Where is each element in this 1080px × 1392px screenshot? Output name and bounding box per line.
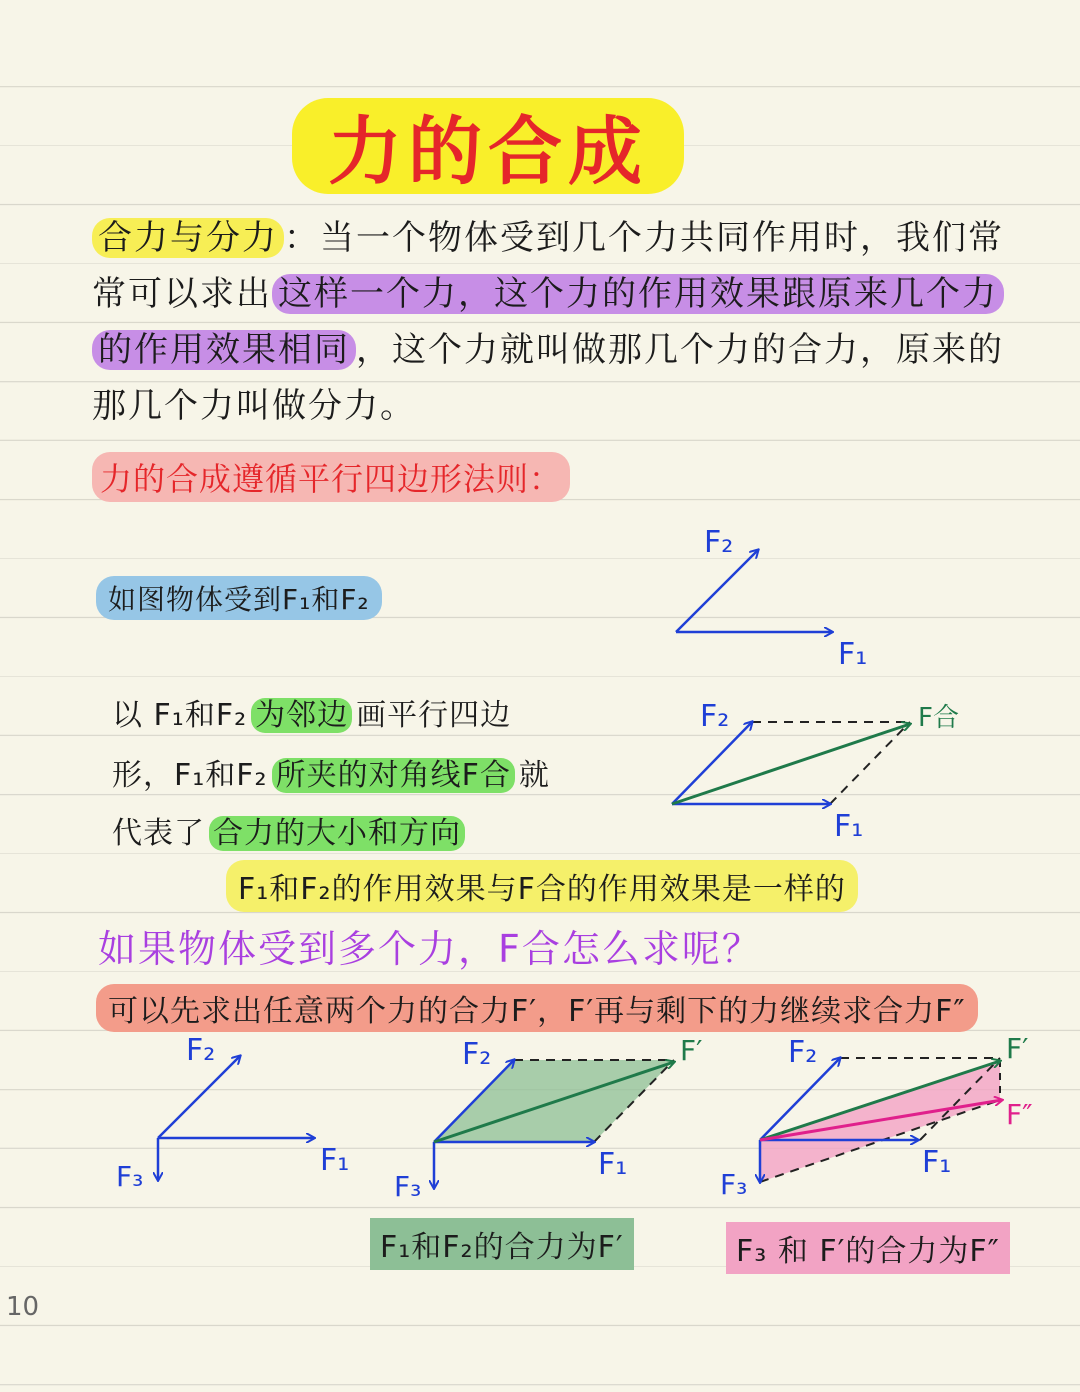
desc2-highlight: 所夹的对角线F合 <box>272 758 515 793</box>
diagram-three-forces <box>116 1033 349 1193</box>
f2-label: F₂ <box>704 525 734 560</box>
definition-line4: 那几个力叫做分力。 <box>92 386 416 426</box>
diagram-first-resultant <box>394 1034 702 1203</box>
definition-line3-highlight: 的作用效果相同 <box>92 330 356 370</box>
desc2-a: 形，F₁和F₂ <box>112 758 268 793</box>
f3-label: F₃ <box>394 1170 422 1203</box>
f1-label: F₁ <box>834 809 864 844</box>
desc3-a: 代表了 <box>112 816 205 851</box>
page-number: 10 <box>6 1292 40 1322</box>
definition-line2-plain: 常可以求出 <box>92 274 272 314</box>
method-statement: 可以先求出任意两个力的合力F′，F′再与剩下的力继续求合力F″ <box>96 984 978 1032</box>
rule-statement: 力的合成遵循平行四边形法则： <box>92 452 570 502</box>
definition-line3-rest: ，这个力就叫做那几个力的合力，原来的 <box>356 330 1004 370</box>
resultant-arrow <box>672 724 910 804</box>
f2-arrow <box>158 1056 240 1138</box>
f2-label: F₂ <box>788 1035 818 1070</box>
diagram-two-forces <box>676 525 867 672</box>
fhe-label: F合 <box>918 703 959 733</box>
fdouble-label: F″ <box>1006 1098 1033 1131</box>
desc1-a: 以 F₁和F₂ <box>112 698 248 733</box>
f3-label: F₃ <box>720 1168 748 1201</box>
equivalence-statement: F₁和F₂的作用效果与F合的作用效果是一样的 <box>226 860 858 912</box>
f2-label: F₂ <box>700 699 730 734</box>
diagram-final-resultant <box>720 1032 1033 1201</box>
desc3-highlight: 合力的大小和方向 <box>209 816 465 851</box>
f3-label: F₃ <box>116 1160 144 1193</box>
question-heading: 如果物体受到多个力，F合怎么求呢？ <box>98 927 762 971</box>
definition-line2-highlight: 这样一个力，这个力的作用效果跟原来几个力 <box>272 274 1004 314</box>
definition-line1: ：当一个物体受到几个力共同作用时，我们常 <box>284 218 1004 258</box>
desc1-highlight: 为邻边 <box>251 698 352 733</box>
dashed-side <box>830 722 910 804</box>
f1-label: F₁ <box>838 637 868 672</box>
caption-final-resultant: F₃ 和 F′的合力为F″ <box>726 1222 1010 1274</box>
page-title: 力的合成 <box>292 98 684 194</box>
desc2-b: 就 <box>518 758 550 793</box>
fprime-label: F′ <box>1006 1032 1029 1065</box>
example-label: 如图物体受到F₁和F₂ <box>96 576 382 620</box>
f2-arrow <box>676 550 758 632</box>
diagram-parallelogram <box>672 699 959 844</box>
f2-label: F₂ <box>462 1037 492 1072</box>
f1-label: F₁ <box>320 1143 350 1178</box>
desc1-b: 画平行四边 <box>356 698 512 733</box>
f1-label: F₁ <box>598 1147 628 1182</box>
caption-first-resultant: F₁和F₂的合力为F′ <box>370 1218 634 1270</box>
term-highlight: 合力与分力 <box>92 218 284 258</box>
f2-label: F₂ <box>186 1033 216 1068</box>
f1-label: F₁ <box>922 1145 952 1180</box>
fprime-label: F′ <box>680 1034 703 1067</box>
